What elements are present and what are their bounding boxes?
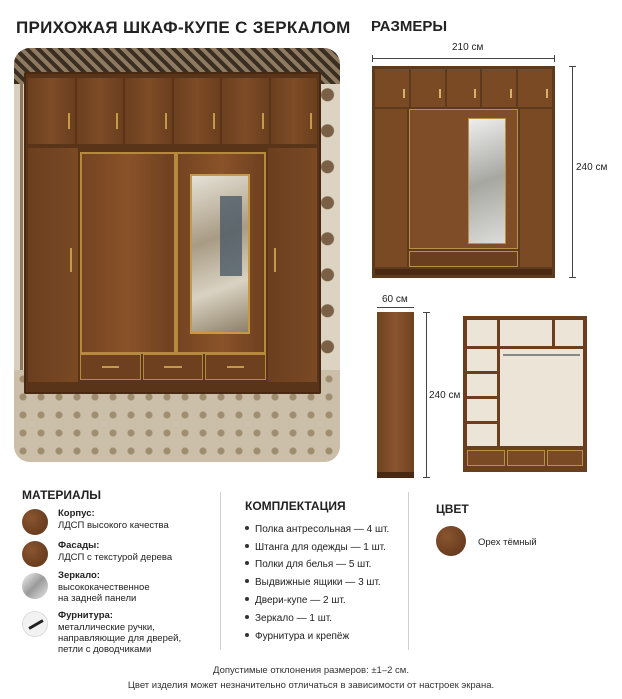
front-mezzanine (375, 69, 552, 107)
width-dimension-line (372, 58, 555, 59)
materials-title: МАТЕРИАЛЫ (22, 488, 102, 502)
divider (220, 492, 221, 650)
material-desc: металлические ручки, (58, 622, 155, 633)
wardrobe-mezzanine (28, 78, 317, 144)
material-label: Фасады: (58, 540, 100, 551)
kit-item: Зеркало — 1 шт. (245, 613, 332, 624)
width-tick-left (372, 55, 373, 62)
footer-note-1: Допустимые отклонения размеров: ±1–2 см. (213, 665, 409, 676)
height-tick-top (569, 66, 576, 67)
side-tick-bottom (423, 477, 430, 478)
height-tick-bottom (569, 277, 576, 278)
wood-swatch-icon (22, 509, 48, 535)
mirror-swatch-icon (22, 573, 48, 599)
material-desc: направляющие для дверей, (58, 633, 182, 644)
footer-note-2: Цвет изделия может незначительно отличаться в зависимости от настроек экрана. (127, 680, 495, 691)
wardrobe-right-door (268, 148, 317, 382)
wardrobe-left-door (28, 148, 78, 382)
page-title: ПРИХОЖАЯ ШКАФ-КУПЕ С ЗЕРКАЛОМ (16, 18, 351, 37)
kit-item: Двери-купе — 2 шт. (245, 595, 346, 606)
material-desc: петли с доводчиками (58, 644, 152, 655)
kit-item: Полки для белья — 5 шт. (245, 559, 371, 570)
divider (408, 492, 409, 650)
kit-title: КОМПЛЕКТАЦИЯ (245, 499, 346, 513)
clothes-rail (503, 354, 580, 356)
product-photo (14, 48, 340, 462)
material-desc: на задней панели (58, 593, 137, 604)
side-view-diagram (377, 312, 414, 478)
color-name: Орех тёмный (478, 537, 537, 548)
front-mirror (468, 118, 506, 244)
kit-item: Фурнитура и крепёж (245, 631, 349, 642)
color-title: ЦВЕТ (436, 502, 469, 516)
depth-label: 60 см (382, 294, 408, 305)
kit-item: Штанга для одежды — 1 шт. (245, 542, 386, 553)
front-right-door (520, 109, 552, 267)
material-label: Фурнитура: (58, 610, 113, 621)
front-plinth (375, 269, 552, 275)
height-label: 240 см (576, 162, 608, 173)
wardrobe-drawers (80, 354, 266, 380)
material-label: Корпус: (58, 508, 95, 519)
color-swatch-icon (436, 526, 466, 556)
side-height-line (426, 312, 427, 478)
kit-item: Полка антресольная — 4 шт. (245, 524, 389, 535)
sliding-door-wood (80, 152, 176, 354)
sizes-title: РАЗМЕРЫ (371, 18, 448, 35)
handle-icon (22, 611, 48, 637)
kit-item: Выдвижные ящики — 3 шт. (245, 577, 381, 588)
material-label: Зеркало: (58, 570, 100, 581)
material-desc: высококачественное (58, 582, 150, 593)
front-drawers (409, 251, 518, 267)
material-desc: ЛДСП высокого качества (58, 520, 169, 531)
interior-view-diagram (463, 316, 587, 472)
height-dimension-line (572, 66, 573, 278)
front-view-diagram (372, 66, 555, 278)
wood-swatch-icon (22, 541, 48, 567)
front-left-door (375, 109, 407, 267)
side-tick-top (423, 312, 430, 313)
side-height-label: 240 см (429, 390, 461, 401)
width-tick-right (554, 55, 555, 62)
width-label: 210 см (452, 42, 484, 53)
material-desc: ЛДСП с текстурой дерева (58, 552, 173, 563)
depth-dimension-line (377, 307, 414, 308)
mirror (190, 174, 250, 334)
